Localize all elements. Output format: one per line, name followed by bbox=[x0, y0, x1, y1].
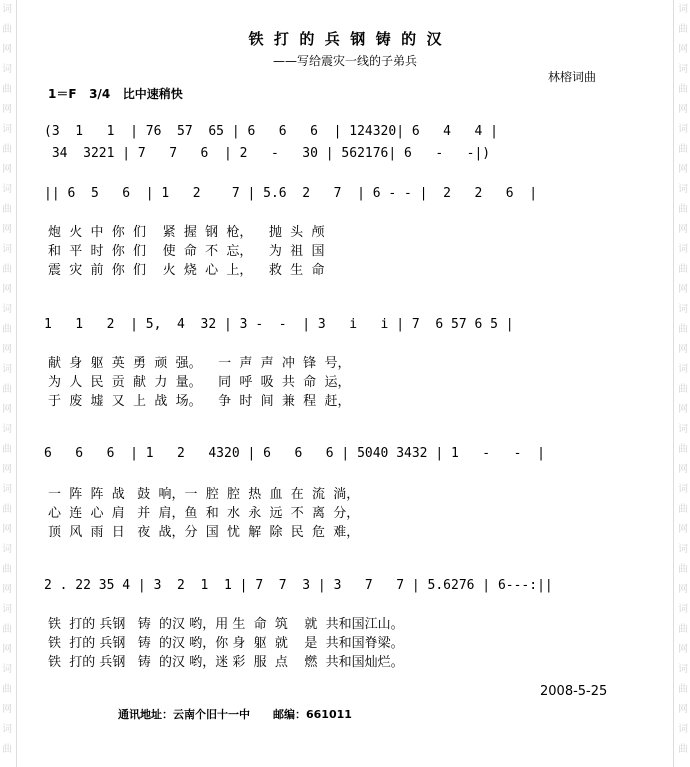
composition-date: 2008-5-25 bbox=[540, 684, 608, 699]
contact-address: 通讯地址：云南个旧十一中 邮编：661011 bbox=[118, 708, 352, 721]
lyric-verse-3-line-2: 于 废 墟 又 上 战 场。 争 时 间 兼 程 赶， bbox=[48, 394, 351, 409]
lyric-verse-1-line-2: 献 身 躯 英 勇 顽 强。 一 声 声 冲 锋 号， bbox=[48, 356, 351, 371]
key-and-tempo: 1＝F 3/4 比中速稍快 bbox=[48, 87, 183, 101]
lyric-verse-2-line-4: 铁 打的 兵钢 铸 的汉 哟，你 身 躯 就 是 共和国脊梁。 bbox=[48, 636, 404, 651]
song-title: 铁 打 的 兵 钢 铸 的 汉 bbox=[248, 30, 442, 48]
left-divider bbox=[16, 0, 17, 767]
lyric-verse-2-line-2: 为 人 民 贡 献 力 量。 同 呼 吸 共 命 运， bbox=[48, 375, 351, 390]
watermark-right: 词 曲 网 词 曲 网 词 曲 网 词 曲 网 词 曲 网 词 曲 网 词 曲 网 词 曲 网 词 曲 网 词 曲 网 词 曲 网 词 曲 网 词 曲 bbox=[678, 4, 688, 755]
author-credit: 林榕词曲 bbox=[548, 70, 597, 84]
lyric-verse-3-line-4: 铁 打的 兵钢 铸 的汉 哟，迷 彩 服 点 燃 共和国灿烂。 bbox=[48, 655, 404, 670]
lyric-verse-3-line-1: 震 灾 前 你 们 火 烧 心 上， 救 生 命 bbox=[48, 263, 325, 278]
melody-line-3: 6 6 6 | 1 2 4320 | 6 6 6 | 5040 3432 | 1 - - | bbox=[44, 446, 545, 461]
melody-line-1: || 6 5 6 | 1 2 7 | 5.6 2 7 | 6 - - | 2 2 6 | bbox=[44, 186, 538, 201]
watermark-left: 词 曲 网 词 曲 网 词 曲 网 词 曲 网 词 曲 网 词 曲 网 词 曲 网 词 曲 网 词 曲 网 词 曲 网 词 曲 网 词 曲 网 词 曲 bbox=[2, 4, 12, 755]
melody-line-2: 1 1 2 | 5, 4 32 | 3 - - | 3 i i | 7 6 57 6 5 | bbox=[44, 317, 514, 332]
song-subtitle: ——写给震灾一线的子弟兵 bbox=[272, 54, 417, 68]
lyric-verse-2-line-3: 心 连 心 肩 并 肩，鱼 和 水 永 远 不 离 分， bbox=[48, 506, 360, 521]
melody-line-4: 2 . 22 35 4 | 3 2 1 1 | 7 7 3 | 3 7 7 | 5.6276 | 6---:|| bbox=[44, 578, 553, 593]
intro-line-1: (3 1 1 | 76 57 65 | 6 6 6 | 124320| 6 4 4 | bbox=[44, 124, 498, 139]
lyric-verse-3-line-3: 顶 风 雨 日 夜 战，分 国 忧 解 除 民 危 难， bbox=[48, 525, 360, 540]
lyric-verse-1-line-1: 炮 火 中 你 们 紧 握 钢 枪， 抛 头 颅 bbox=[48, 225, 325, 240]
lyric-verse-1-line-4: 铁 打的 兵钢 铸 的汉 哟，用 生 命 筑 就 共和国江山。 bbox=[48, 617, 404, 632]
right-divider bbox=[673, 0, 674, 767]
lyric-verse-2-line-1: 和 平 时 你 们 使 命 不 忘， 为 祖 国 bbox=[48, 244, 325, 259]
lyric-verse-1-line-3: 一 阵 阵 战 鼓 响，一 腔 腔 热 血 在 流 淌， bbox=[48, 487, 360, 502]
intro-line-2: 34 3221 | 7 7 6 | 2 - 30 | 562176| 6 - -|) bbox=[44, 146, 491, 161]
